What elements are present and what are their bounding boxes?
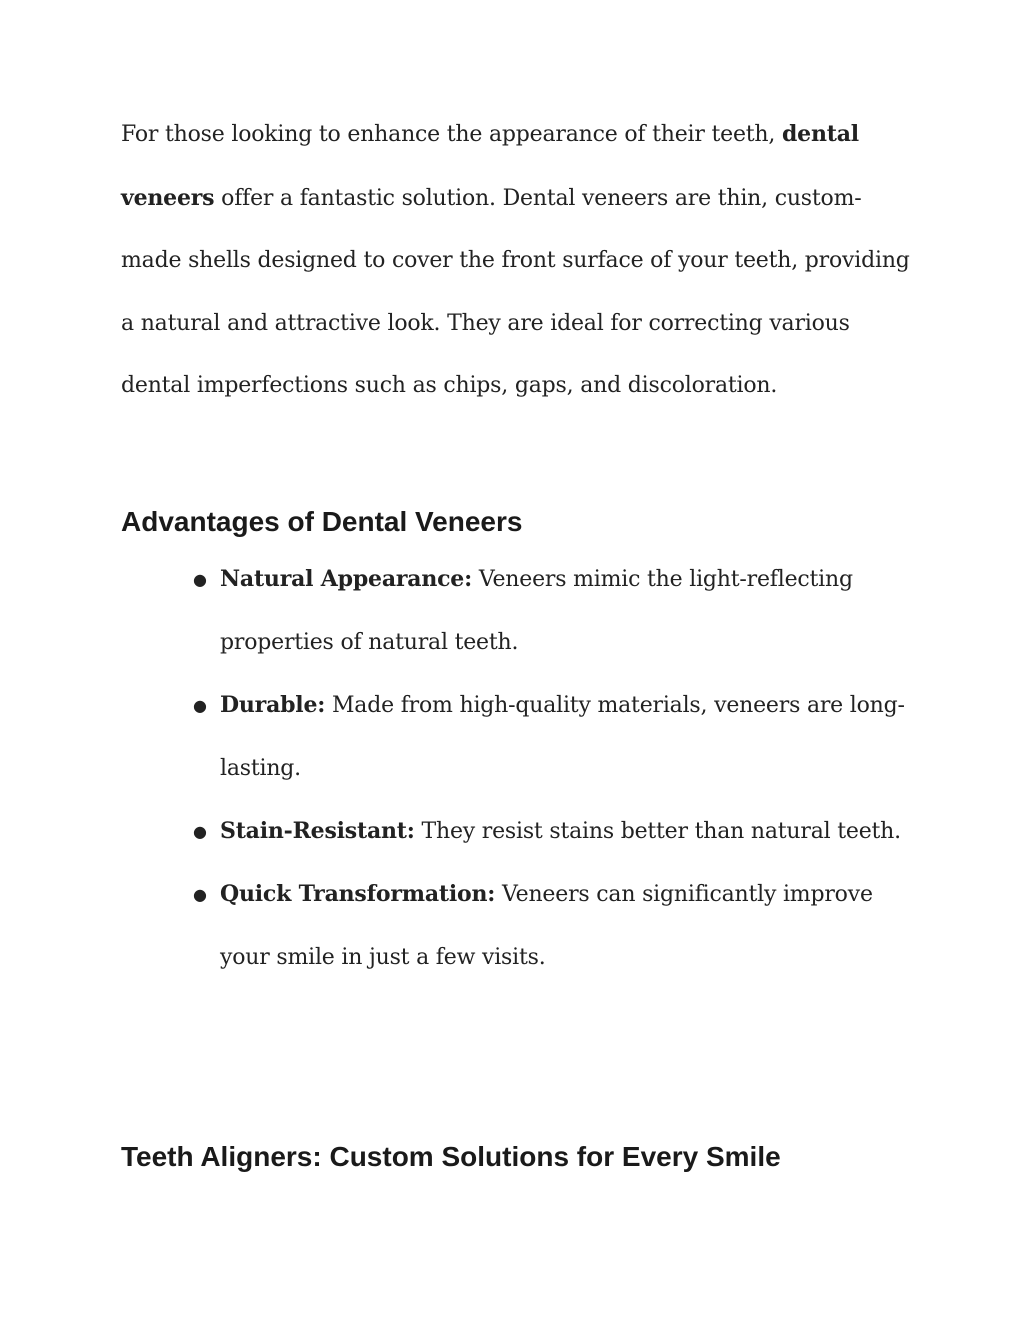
intro-text-before: For those looking to enhance the appearance of their teeth, bbox=[121, 122, 782, 147]
section-heading-advantages: Advantages of Dental Veneers bbox=[121, 506, 523, 537]
item-text: Made from high-quality materials, veneers are long-lasting. bbox=[220, 693, 905, 781]
list-item bbox=[0, 800, 910, 863]
intro-bold-term: dental veneers bbox=[121, 121, 859, 211]
item-term: Durable: bbox=[220, 692, 326, 718]
section-heading-aligners: Teeth Aligners: Custom Solutions for Every Smile bbox=[121, 1141, 781, 1172]
advantages-list bbox=[0, 548, 1024, 989]
item-term: Stain-Resistant: bbox=[220, 818, 415, 844]
intro-paragraph bbox=[121, 103, 911, 418]
bullet-icon: ● bbox=[193, 822, 207, 841]
item-text: They resist stains better than natural teeth. bbox=[414, 819, 901, 844]
item-text: Veneers can significantly improve your smile in just a few visits. bbox=[220, 882, 873, 970]
item-text: Veneers mimic the light-reflecting properties of natural teeth. bbox=[220, 567, 853, 655]
list-item bbox=[0, 863, 910, 989]
bullet-icon: ● bbox=[193, 570, 207, 589]
item-term: Quick Transformation: bbox=[220, 881, 496, 907]
bullet-icon: ● bbox=[193, 885, 207, 904]
list-item bbox=[0, 674, 910, 800]
item-term: Natural Appearance: bbox=[220, 566, 473, 592]
list-item bbox=[0, 548, 910, 674]
bullet-icon: ● bbox=[193, 696, 207, 715]
intro-text-after: offer a fantastic solution. Dental veneers are thin, custom-made shells designed to cover the front surface of your teeth, providing a natural and attractive look. They are ideal for correcting various dental imperfections such as chips, gaps, and discoloration. bbox=[121, 185, 910, 398]
